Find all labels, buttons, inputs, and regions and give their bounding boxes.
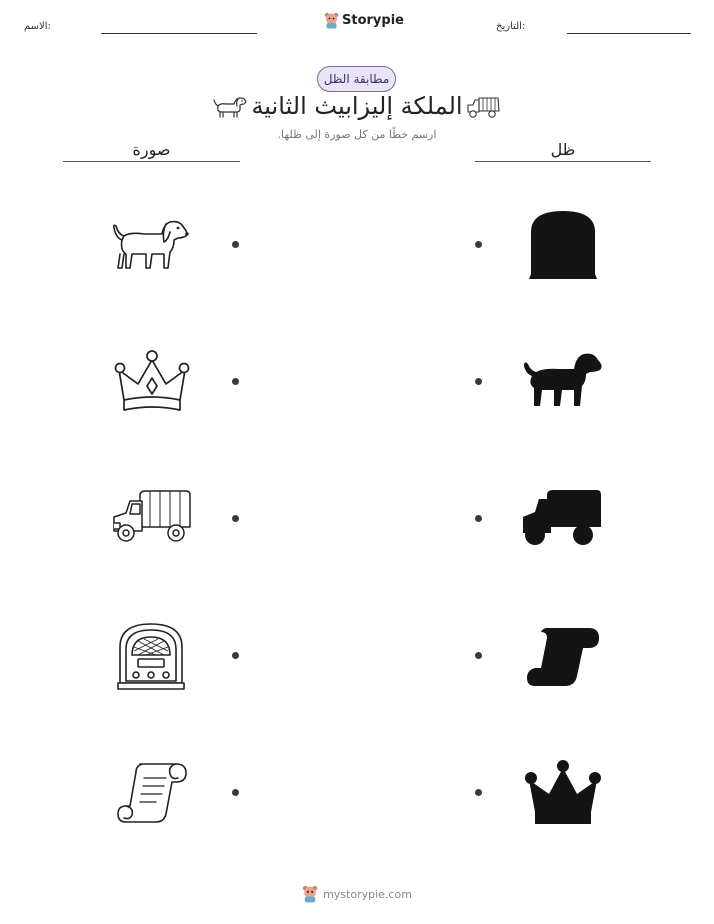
match-dot[interactable] (475, 789, 482, 796)
footer-url[interactable]: mystorypie.com (323, 887, 412, 901)
match-dot[interactable] (475, 652, 482, 659)
crown-silhouette-icon[interactable] (525, 758, 601, 828)
match-dot[interactable] (475, 378, 482, 385)
match-dot[interactable] (232, 515, 239, 522)
scroll-picture-icon[interactable] (114, 758, 190, 826)
activity-badge: مطابقة الظل (317, 66, 396, 92)
match-dot[interactable] (475, 515, 482, 522)
name-line[interactable] (101, 33, 257, 34)
brand-logo (324, 12, 404, 29)
dog-icon (212, 94, 248, 120)
brand-name: Storypie (342, 13, 404, 28)
truck-picture-icon[interactable] (110, 487, 194, 549)
bear-mascot-icon (324, 12, 339, 29)
truck-icon (465, 94, 501, 120)
footer (0, 885, 714, 903)
match-dot[interactable] (475, 241, 482, 248)
radio-silhouette-icon[interactable] (527, 208, 599, 282)
bear-mascot-icon (302, 885, 318, 903)
match-dot[interactable] (232, 241, 239, 248)
truck-silhouette-icon[interactable] (521, 487, 603, 549)
page-title: الملكة إليزابيث الثانية (251, 92, 463, 120)
match-dot[interactable] (232, 652, 239, 659)
radio-picture-icon[interactable] (114, 621, 188, 693)
scroll-silhouette-icon[interactable] (525, 624, 601, 688)
crown-picture-icon[interactable] (114, 348, 190, 416)
picture-column-header: صورة (132, 140, 171, 159)
match-dot[interactable] (232, 378, 239, 385)
shadow-column-header: ظل (550, 140, 576, 159)
instructions: ارسم خطًا من كل صورة إلى ظلها. (277, 128, 437, 141)
match-dot[interactable] (232, 789, 239, 796)
picture-column-rule (63, 161, 240, 162)
dog-silhouette-icon[interactable] (522, 350, 604, 412)
date-line[interactable] (567, 33, 691, 34)
name-label: الاسم: (24, 21, 51, 32)
shadow-column-rule (475, 161, 651, 162)
date-label: التاريخ: (496, 21, 526, 32)
dog-picture-icon[interactable] (108, 214, 192, 276)
